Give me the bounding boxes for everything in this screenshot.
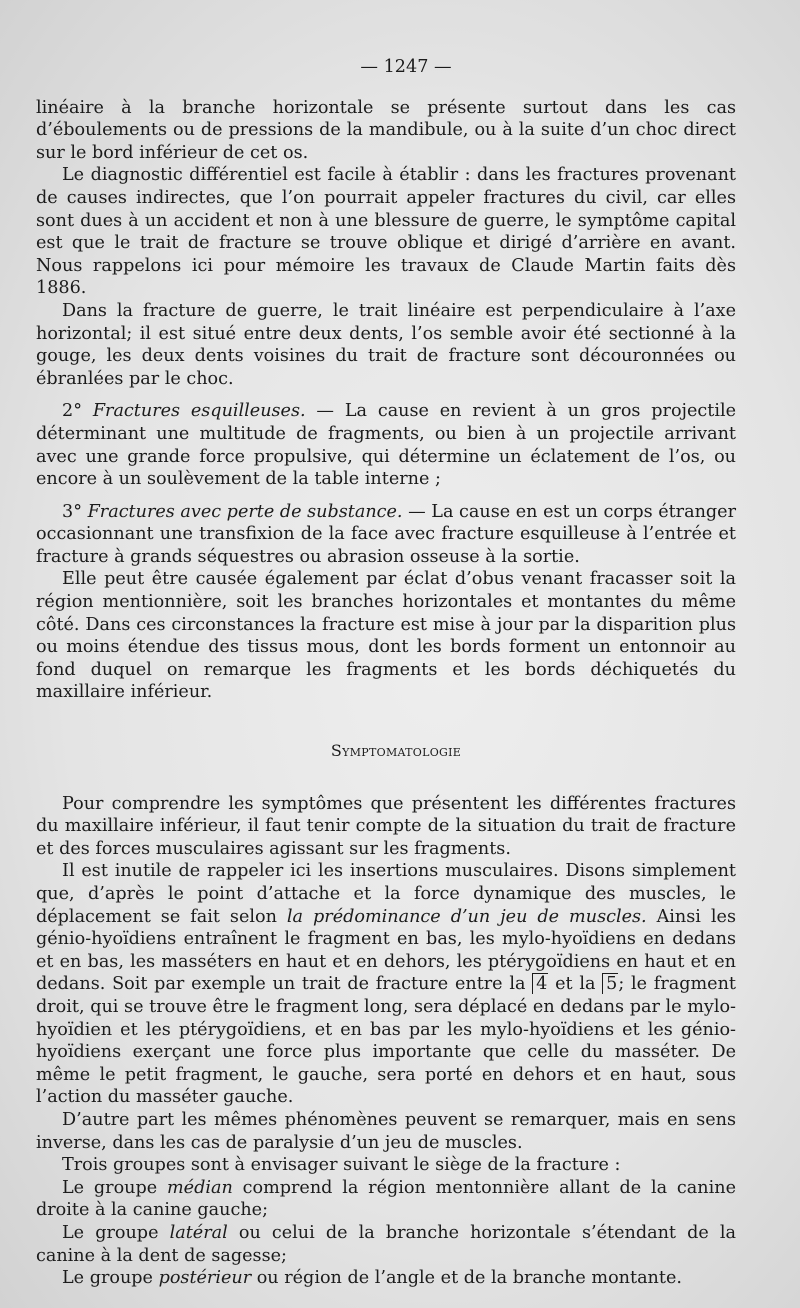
page-number: — 1247 — [360, 57, 452, 77]
emphasis-text: latéral [169, 1222, 228, 1243]
item-fractures-esquilleuses [36, 400, 736, 490]
tooth-number: 4 [532, 973, 548, 994]
paragraph-autre-part: D’autre part les mêmes phénomènes peuvent se remarquer, mais en sens inverse, dans les cas de paralysie d’un jeu de muscles. [36, 1109, 736, 1153]
item-title: Fractures avec perte de substance. [87, 501, 403, 522]
item-fractures-perte-substance [36, 501, 736, 569]
item-number: 3° [62, 501, 82, 522]
paragraph-fracture-guerre: Dans la fracture de guerre, le trait linéaire est perpendiculaire à l’axe horizontal; il est situé entre deux dents, l’os semble avoir été sectionné à la gouge, les deux dents voisines du trait de fracture sont découronnées ou ébranlées par le choc. [36, 300, 736, 389]
item-title: Fractures esquilleuses. [92, 401, 306, 422]
paragraph-diagnostic: Le diagnostic différentiel est facile à établir : dans les fractures provenant de causes indirectes, que l’on pourrait appeler fractures du civil, car elles sont dues à un accident et non à une blessure de guerre, le symptôme capital est que le trait de fracture se trouve oblique et dirigé d’arrière en avant. Nous rappelons ici pour mémoire les travaux de Claude Martin faits dès 1886. [36, 165, 736, 299]
emphasis-text: postérieur [158, 1268, 252, 1289]
groupe-posterieur: Le groupe postérieur ou région de l’angle et de la branche montante. [62, 1268, 682, 1289]
paragraph-insertions: Il est inutile de rappeler ici les insertions musculaires. Disons simplement que, d’après le point d’attache et la force dynamique des muscles, le déplacement se fait selon la prédominance d’un jeu de muscles. Ainsi les génio-hyoïdiens entraînent le fragment en bas, les mylo-hyoïdiens en dedans et en bas, les masséters en haut et en dehors, les ptérygoïdiens en haut et en dedans. Soit par exemple un trait de fracture entre la 4 et la 5; le fragment droit, qui se trouve être le fragment long, sera déplacé en dedans par le mylo-hyoïdien et les ptérygoïdiens, et en bas par les mylo-hyoïdiens et les génio-hyoïdiens exerçant une force plus importante que celle du masséter. De même le petit fragment, le gauche, sera porté en dehors et en haut, sous l’action du masséter gauche. [36, 861, 736, 1108]
paragraph-eclat-obus: Elle peut être causée également par éclat d’obus venant fracasser soit la région mentionnière, soit les branches horizontales et montantes du même côté. Dans ces circonstances la fracture est mise à jour par la disparition plus ou moins étendue des tissus mous, dont les bords forment un entonnoir au fond duquel on remarque les fragments et les bords déchiquetés du maxillaire inférieur. [36, 569, 736, 703]
emphasis-text: médian [167, 1177, 233, 1198]
paragraph-comprendre: Pour comprendre les symptômes que présentent les différentes fractures du maxillaire inférieur, il faut tenir compte de la situation du trait de fracture et des forces musculaires agissant sur les fragments. [36, 793, 736, 859]
item-number: 2° [62, 401, 82, 422]
tooth-number: 5 [602, 973, 618, 994]
paragraph-trois-groupes: Trois groupes sont à envisager suivant le siège de la fracture : [62, 1155, 621, 1176]
emphasis-text: la prédominance d’un jeu de muscles. [286, 906, 647, 927]
paragraph-continuation: linéaire à la branche horizontale se présente surtout dans les cas d’éboulements ou de pressions de la mandibule, ou à la suite d’un choc direct sur le bord inférieur de cet os. [36, 97, 736, 163]
groupe-median: Le groupe médian comprend la région mentonnière allant de la canine droite à la canine gauche; [36, 1177, 736, 1221]
item-text: — La cause en revient à un gros projectile déterminant une multitude de fragments, ou bien à un projectile arrivant avec une grande force propulsive, qui détermine un éclatement de l’os, ou encore à un soulèvement de la table interne ; [36, 401, 737, 490]
groupe-lateral: Le groupe latéral ou celui de la branche horizontale s’étendant de la canine à la dent de sagesse; [36, 1222, 736, 1266]
item-text: — La cause en est un corps étranger occasionnant une transfixion de la face avec fracture esquilleuse à l’entrée et fracture à grands séquestres ou abrasion osseuse à la sortie. [36, 501, 736, 567]
section-heading: Symptomatologie [330, 741, 462, 761]
